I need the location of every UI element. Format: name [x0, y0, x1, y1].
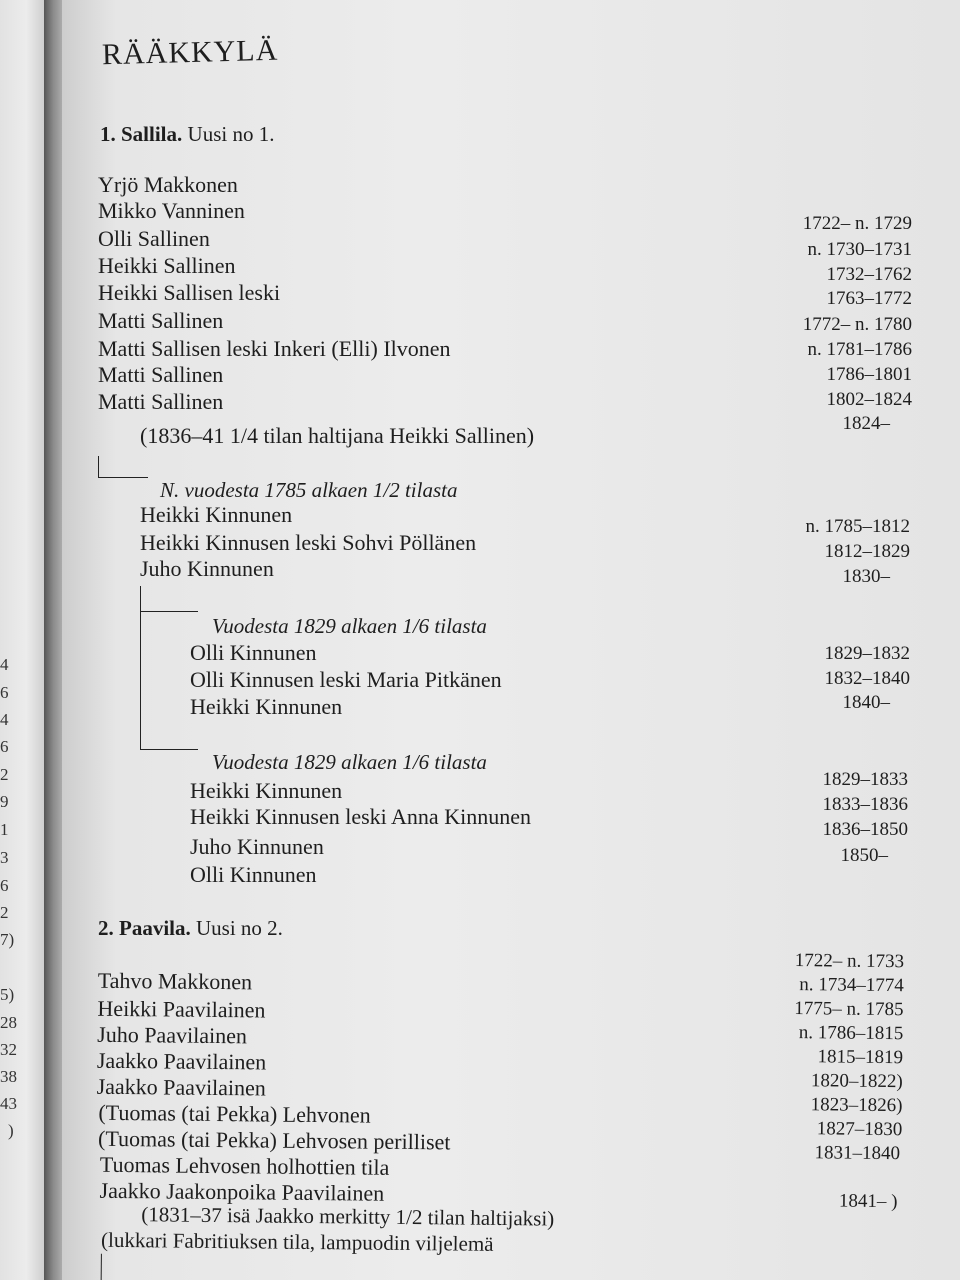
owner-years: 1829–1833 — [822, 769, 908, 790]
owner-name: Olli Sallinen — [98, 226, 210, 251]
owner-years: 1823–1826) — [810, 1094, 903, 1117]
owner-years: 1763–1772 — [826, 288, 912, 309]
owner-note: (1836–41 1/4 tilan haltijana Heikki Sallinen) — [140, 423, 535, 448]
left-page-fragment: 6 — [0, 737, 9, 756]
owner-years: 1802–1824 — [826, 389, 912, 410]
owner-name: Heikki Kinnunen — [190, 778, 343, 803]
owner-years: n. 1734–1774 — [799, 974, 904, 997]
owner-name: Jaakko Paavilainen — [96, 1047, 267, 1075]
owner-name: Juho Kinnunen — [140, 556, 274, 581]
left-page-fragment: 28 — [0, 1013, 17, 1032]
owner-years: 1850– — [840, 845, 888, 866]
subdivision-heading: Vuodesta 1829 alkaen 1/6 tilasta — [212, 750, 487, 774]
owner-years: 1836–1850 — [822, 819, 908, 840]
owner-name: Matti Sallisen leski Inkeri (Elli) Ilvonen — [98, 336, 451, 361]
owner-years: 1775– n. 1785 — [794, 998, 904, 1021]
owner-name: Juho Kinnunen — [190, 834, 324, 859]
section2-body — [62, 0, 960, 1280]
owner-name: Heikki Kinnunen — [140, 502, 293, 527]
left-page-fragment: 2 — [0, 903, 9, 922]
owner-years: 1829–1832 — [824, 643, 910, 664]
left-page-fragment: 2 — [0, 765, 9, 784]
owner-note: (lukkari Fabritiuksen tila, lampuodin viljelemä — [100, 1227, 494, 1256]
subdivision-heading: N. vuodesta 1785 alkaen 1/2 tilasta — [160, 478, 458, 502]
owner-years: n. 1786–1815 — [798, 1022, 904, 1045]
owner-years: n. 1730–1731 — [807, 239, 912, 260]
book-page — [62, 0, 960, 1280]
left-page-fragment: 38 — [0, 1067, 17, 1086]
owner-name: Tuomas Lehvosen holhottien tila — [99, 1151, 390, 1180]
subdivision-heading: Vuodesta 1829 alkaen 1/6 tilasta — [212, 614, 487, 638]
owner-name: Heikki Kinnunen — [190, 694, 343, 719]
owner-name: Juho Paavilainen — [97, 1021, 248, 1049]
owner-years: 1833–1836 — [822, 794, 908, 815]
owner-years: 1772– n. 1780 — [802, 314, 912, 335]
left-page-fragment: 43 — [0, 1094, 17, 1113]
owner-name: Jaakko Paavilainen — [96, 1073, 267, 1101]
left-page-fragment: 32 — [0, 1040, 17, 1059]
owner-name: Yrjö Makkonen — [98, 172, 238, 197]
left-page-edge — [0, 0, 44, 1280]
section-subtitle: Uusi no 1. — [187, 122, 275, 146]
owner-name: Mikko Vanninen — [98, 198, 245, 223]
section-number: 2. — [98, 916, 114, 940]
owner-name: Jaakko Jaakonpoika Paavilainen — [99, 1177, 385, 1206]
owner-name: Olli Kinnunen — [190, 862, 317, 887]
left-page-fragment: 5) — [0, 985, 15, 1004]
owner-years: 1732–1762 — [826, 264, 912, 285]
left-page-fragment: 4 — [0, 710, 9, 729]
owner-name: Heikki Paavilainen — [97, 995, 266, 1023]
owner-years: n. 1781–1786 — [807, 339, 912, 360]
owner-years: 1820–1822) — [810, 1070, 903, 1093]
owner-years: 1824– — [842, 413, 890, 434]
owner-note: (1831–37 isä Jaakko merkitty 1/2 tilan haltijaksi) — [141, 1202, 555, 1231]
left-page-fragment: 6 — [0, 876, 9, 895]
owner-years: 1722– n. 1733 — [794, 950, 905, 973]
left-page-fragment: 4 — [0, 655, 9, 674]
page-title: RÄÄKKYLÄ — [101, 33, 279, 72]
left-page-fragment: ) — [8, 1121, 14, 1140]
owner-name: Heikki Kinnusen leski Sohvi Pöllänen — [140, 530, 477, 555]
owner-years: 1722– n. 1729 — [802, 213, 912, 234]
owner-years: 1815–1819 — [817, 1046, 904, 1069]
left-page-fragment: 6 — [0, 683, 9, 702]
owner-name: Olli Kinnunen — [190, 640, 317, 665]
owner-years: 1812–1829 — [824, 541, 910, 562]
owner-years: n. 1785–1812 — [805, 516, 910, 537]
owner-years: 1786–1801 — [826, 364, 912, 385]
section-subtitle: Uusi no 2. — [196, 916, 283, 940]
section-name: Paavila. — [119, 916, 191, 940]
owner-name: Heikki Sallinen — [98, 253, 236, 278]
owner-name: Heikki Kinnusen leski Anna Kinnunen — [190, 804, 531, 829]
left-page-fragment: 9 — [0, 792, 9, 811]
owner-name: (Tuomas (tai Pekka) Lehvosen perilliset — [98, 1125, 451, 1155]
left-page-fragment: 1 — [0, 820, 9, 839]
owner-years: 1831–1840 — [814, 1142, 901, 1165]
owner-name: Heikki Sallisen leski — [98, 280, 281, 305]
section-number: 1. — [100, 122, 116, 146]
left-page-fragment: 3 — [0, 848, 9, 867]
owner-years: 1841– ) — [838, 1190, 898, 1213]
owner-years: 1830– — [842, 566, 890, 587]
owner-name: Matti Sallinen — [98, 389, 224, 414]
bracket-line — [101, 1254, 102, 1280]
owner-name: Tahvo Makkonen — [97, 967, 253, 995]
owner-name: Matti Sallinen — [98, 362, 224, 387]
owner-years: 1832–1840 — [824, 668, 910, 689]
left-page-fragment: 7) — [0, 930, 15, 949]
section-name: Sallila. — [121, 122, 183, 146]
owner-name: Matti Sallinen — [98, 308, 224, 333]
owner-name: Olli Kinnusen leski Maria Pitkänen — [190, 667, 502, 692]
owner-years: 1840– — [842, 692, 890, 713]
owner-years: 1827–1830 — [816, 1118, 903, 1141]
owner-name: (Tuomas (tai Pekka) Lehvonen — [98, 1099, 371, 1128]
